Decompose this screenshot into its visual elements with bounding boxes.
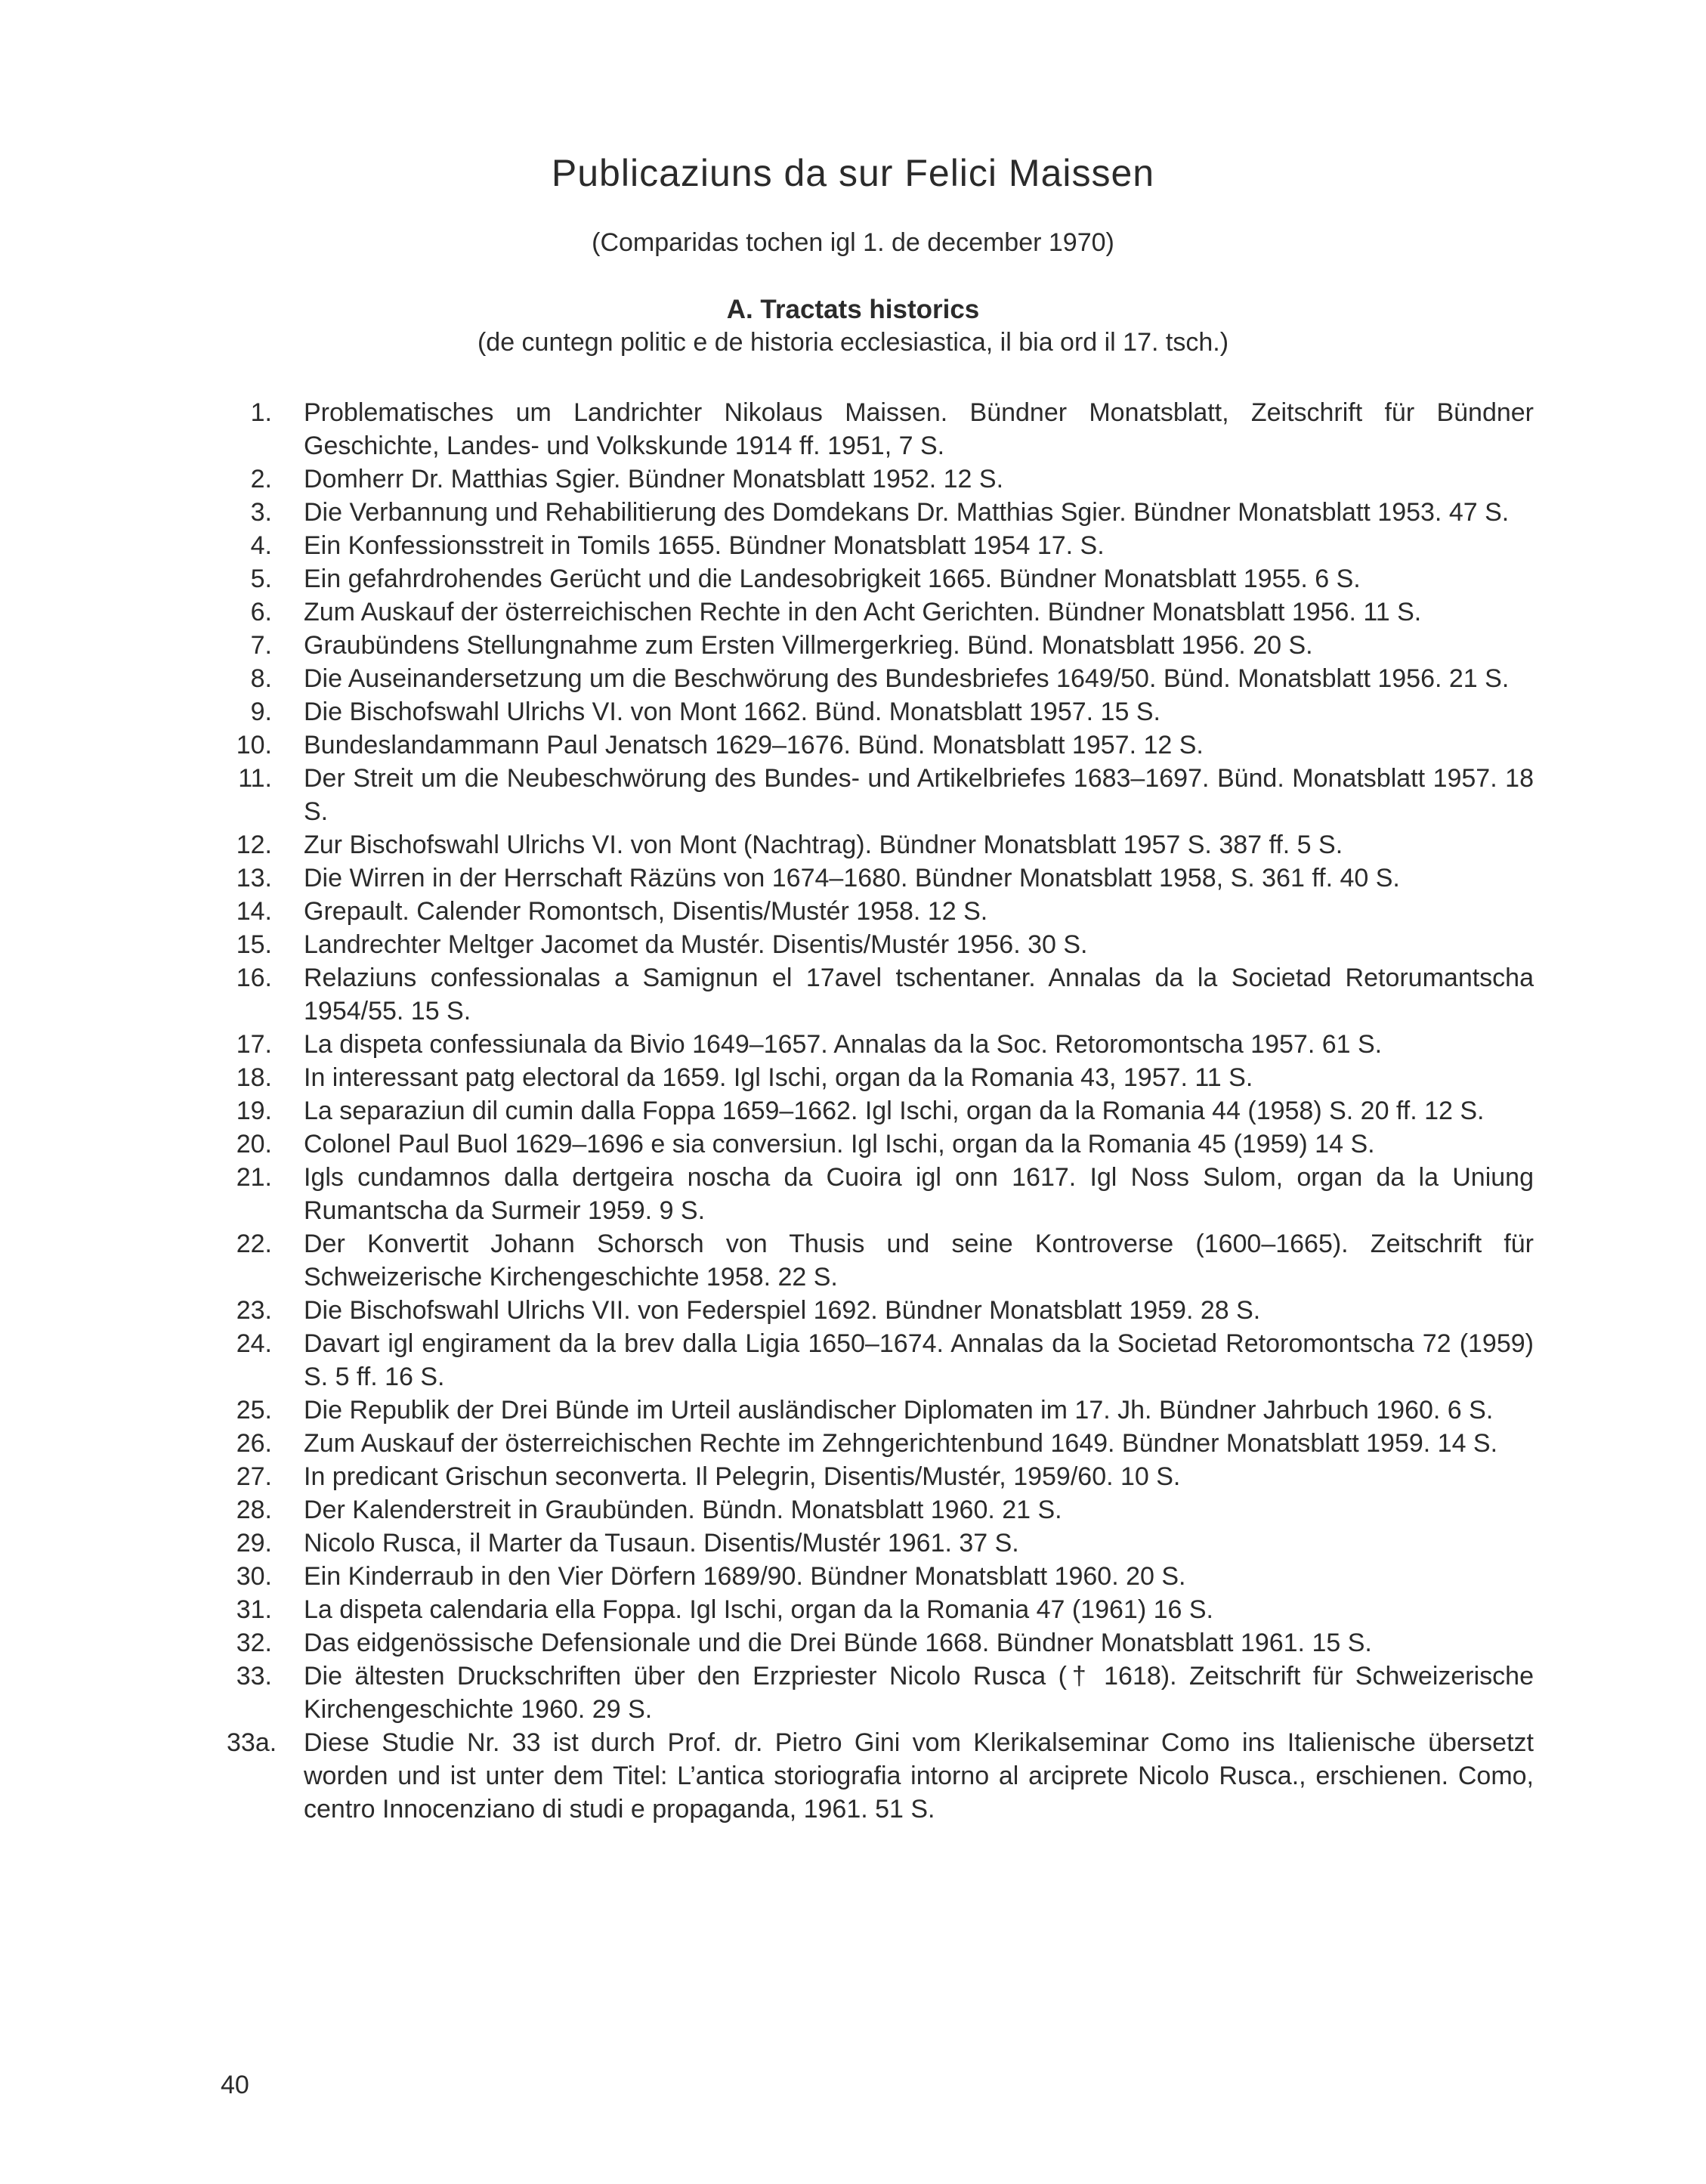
list-item-number: 29.: [236, 1529, 272, 1558]
list-item: [227, 1294, 1534, 1327]
list-item-text: Die ältesten Druckschriften über den Erzpriester Nicolo Rusca († 1618). Zeitschrift für Schweizerische Kirchengeschichte 1960. 29 S.: [304, 1662, 1534, 1724]
list-item-number: 31.: [236, 1595, 272, 1624]
list-item: [227, 862, 1534, 895]
list-item-number: 3.: [250, 498, 272, 527]
list-item: [227, 695, 1534, 729]
list-item-number: 25.: [236, 1396, 272, 1425]
list-item-number: 13.: [236, 864, 272, 892]
list-item: [227, 1493, 1534, 1527]
section-subtitle: (de cuntegn politic e de historia ecclesiastica, il bia ord il 17. tsch.): [477, 328, 1229, 357]
list-item-number: 20.: [236, 1130, 272, 1159]
list-item-number: 12.: [236, 831, 272, 859]
list-item: [227, 562, 1534, 595]
page-subtitle: (Comparidas tochen igl 1. de december 1970): [592, 228, 1114, 257]
list-item-number: 11.: [238, 764, 272, 793]
list-item-number: 7.: [250, 631, 272, 660]
list-item: [227, 1593, 1534, 1626]
list-item-text: Der Streit um die Neubeschwörung des Bundes- und Artikelbriefes 1683–1697. Bünd. Monatsblatt 1957. 18 S.: [304, 764, 1534, 826]
list-item-text: La dispeta confessiunala da Bivio 1649–1657. Annalas da la Soc. Retoromontscha 1957. 61 S.: [304, 1030, 1383, 1059]
list-item-text: Die Auseinandersetzung um die Beschwörung des Bundesbriefes 1649/50. Bünd. Monatsblatt 1956. 21 S.: [304, 664, 1510, 693]
list-item-number: 2.: [250, 465, 272, 493]
list-item-number: 8.: [250, 664, 272, 693]
list-item-text: Igls cundamnos dalla dertgeira noscha da Cuoira igl onn 1617. Igl Noss Sulom, organ da la Uniung Rumantscha da Surmeir 1959. 9 S.: [304, 1163, 1534, 1225]
list-item-text: Der Konvertit Johann Schorsch von Thusis und seine Kontroverse (1600–1665). Zeitschrift für Schweizerische Kirchengeschichte 1958. 22 S.: [304, 1230, 1534, 1292]
list-item: [227, 961, 1534, 1028]
list-item: [227, 1061, 1534, 1094]
list-item-text: La separaziun dil cumin dalla Foppa 1659–1662. Igl Ischi, organ da la Romania 44 (1958) S. 20 ff. 12 S.: [304, 1097, 1485, 1125]
list-item-number: 27.: [236, 1462, 272, 1491]
list-item-number: 5.: [250, 565, 272, 593]
list-item: [227, 762, 1534, 828]
list-item-number: 23.: [236, 1296, 272, 1325]
list-item: [227, 928, 1534, 961]
list-item-number: 10.: [236, 731, 272, 759]
list-item-text: Graubündens Stellungnahme zum Ersten Villmergerkrieg. Bünd. Monatsblatt 1956. 20 S.: [304, 631, 1313, 660]
list-item-text: Grepault. Calender Romontsch, Disentis/Mustér 1958. 12 S.: [304, 897, 988, 926]
list-item-number: 32.: [236, 1629, 272, 1657]
list-item-text: Zur Bischofswahl Ulrichs VI. von Mont (Nachtrag). Bündner Monatsblatt 1957 S. 387 ff. 5 S.: [304, 831, 1343, 859]
list-item-text: Ein Kinderraub in den Vier Dörfern 1689/90. Bündner Monatsblatt 1960. 20 S.: [304, 1562, 1186, 1591]
list-item-text: Das eidgenössische Defensionale und die Drei Bünde 1668. Bündner Monatsblatt 1961. 15 S.: [304, 1629, 1372, 1657]
list-item-text: Der Kalenderstreit in Graubünden. Bündn. Monatsblatt 1960. 21 S.: [304, 1496, 1062, 1524]
list-item: [227, 1327, 1534, 1394]
list-item-text: Ein Konfessionsstreit in Tomils 1655. Bündner Monatsblatt 1954 17. S.: [304, 531, 1105, 560]
list-item-number: 14.: [236, 897, 272, 926]
list-item-text: Diese Studie Nr. 33 ist durch Prof. dr. Pietro Gini vom Klerikalseminar Como ins Italienische übersetzt worden und ist unter dem Titel: L’antica storiografia intorno al arciprete Nicolo Rusca., erschienen. Como, centro Innocenziano di studi e propaganda, 1961. 51 S.: [304, 1728, 1534, 1824]
list-item-number: 28.: [236, 1496, 272, 1524]
list-item: [227, 1227, 1534, 1294]
list-item-text: Zum Auskauf der österreichischen Rechte im Zehngerichtenbund 1649. Bündner Monatsblatt 1959. 14 S.: [304, 1429, 1498, 1458]
list-item: [227, 662, 1534, 695]
list-item-number: 4.: [250, 531, 272, 560]
list-item-text: Domherr Dr. Matthias Sgier. Bündner Monatsblatt 1952. 12 S.: [304, 465, 1004, 493]
list-item-text: In interessant patg electoral da 1659. Igl Ischi, organ da la Romania 43, 1957. 11 S.: [304, 1063, 1253, 1092]
list-item-text: Bundeslandammann Paul Jenatsch 1629–1676. Bünd. Monatsblatt 1957. 12 S.: [304, 731, 1204, 759]
list-item: [227, 1394, 1534, 1427]
list-item: [227, 1660, 1534, 1726]
list-item: [227, 462, 1534, 496]
list-item-text: Zum Auskauf der österreichischen Rechte in den Acht Gerichten. Bündner Monatsblatt 1956. 11 S.: [304, 598, 1422, 626]
list-item: [227, 1094, 1534, 1128]
list-item-text: Die Bischofswahl Ulrichs VI. von Mont 1662. Bünd. Monatsblatt 1957. 15 S.: [304, 698, 1161, 726]
list-item-text: Colonel Paul Buol 1629–1696 e sia conversiun. Igl Ischi, organ da la Romania 45 (1959) 14 S.: [304, 1130, 1375, 1159]
list-item: [227, 1460, 1534, 1493]
list-item: [227, 496, 1534, 529]
list-item: [227, 1028, 1534, 1061]
list-item-text: Nicolo Rusca, il Marter da Tusaun. Disentis/Mustér 1961. 37 S.: [304, 1529, 1019, 1558]
list-item-text: Ein gefahrdrohendes Gerücht und die Landesobrigkeit 1665. Bündner Monatsblatt 1955. 6 S.: [304, 565, 1361, 593]
list-item: [227, 629, 1534, 662]
list-item-text: Problematisches um Landrichter Nikolaus Maissen. Bündner Monatsblatt, Zeitschrift für Bündner Geschichte, Landes- und Volkskunde 1914 ff. 1951, 7 S.: [304, 398, 1534, 460]
list-item: [227, 1626, 1534, 1660]
list-item-text: Die Wirren in der Herrschaft Räzüns von 1674–1680. Bündner Monatsblatt 1958, S. 361 ff. 40 S.: [304, 864, 1400, 892]
list-item: [227, 595, 1534, 629]
list-item-text: Landrechter Meltger Jacomet da Mustér. Disentis/Mustér 1956. 30 S.: [304, 930, 1088, 959]
list-item: [227, 1427, 1534, 1460]
list-item-text: Die Republik der Drei Bünde im Urteil ausländischer Diplomaten im 17. Jh. Bündner Jahrbuch 1960. 6 S.: [304, 1396, 1494, 1425]
list-item-text: La dispeta calendaria ella Foppa. Igl Ischi, organ da la Romania 47 (1961) 16 S.: [304, 1595, 1213, 1624]
list-item-number: 19.: [236, 1097, 272, 1125]
list-item: [227, 729, 1534, 762]
list-item: [227, 828, 1534, 862]
list-item: [227, 1726, 1534, 1826]
list-item-number: 22.: [236, 1230, 272, 1258]
list-item-number: 30.: [236, 1562, 272, 1591]
page-number: 40: [221, 2071, 249, 2099]
list-item-number: 21.: [236, 1163, 272, 1192]
list-item-number: 33a.: [227, 1728, 277, 1757]
list-item: [227, 1128, 1534, 1161]
list-item: [227, 895, 1534, 928]
publication-list: [227, 396, 1534, 1826]
list-item-number: 26.: [236, 1429, 272, 1458]
list-item-text: Relaziuns confessionalas a Samignun el 17avel tschentaner. Annalas da la Societad Retorumantscha 1954/55. 15 S.: [304, 964, 1534, 1025]
list-item-number: 9.: [250, 698, 272, 726]
list-item: [227, 529, 1534, 562]
list-item-number: 33.: [236, 1662, 272, 1691]
list-item: [227, 396, 1534, 462]
list-item: [227, 1527, 1534, 1560]
list-item: [227, 1560, 1534, 1593]
list-item-text: Davart igl engirament da la brev dalla Ligia 1650–1674. Annalas da la Societad Retoromontscha 72 (1959) S. 5 ff. 16 S.: [304, 1329, 1534, 1391]
list-item-number: 18.: [236, 1063, 272, 1092]
list-item-text: In predicant Grischun seconverta. Il Pelegrin, Disentis/Mustér, 1959/60. 10 S.: [304, 1462, 1181, 1491]
list-item-number: 6.: [250, 598, 272, 626]
list-item-number: 15.: [236, 930, 272, 959]
section-title: A. Tractats historics: [726, 295, 980, 324]
list-item-number: 1.: [250, 398, 272, 427]
list-item-number: 24.: [236, 1329, 272, 1358]
list-item-number: 16.: [236, 964, 272, 992]
page-title: Publicaziuns da sur Felici Maissen: [551, 152, 1155, 194]
list-item-text: Die Verbannung und Rehabilitierung des Domdekans Dr. Matthias Sgier. Bündner Monatsblatt 1953. 47 S.: [304, 498, 1510, 527]
list-item-number: 17.: [236, 1030, 272, 1059]
list-item-text: Die Bischofswahl Ulrichs VII. von Federspiel 1692. Bündner Monatsblatt 1959. 28 S.: [304, 1296, 1261, 1325]
list-item: [227, 1161, 1534, 1227]
